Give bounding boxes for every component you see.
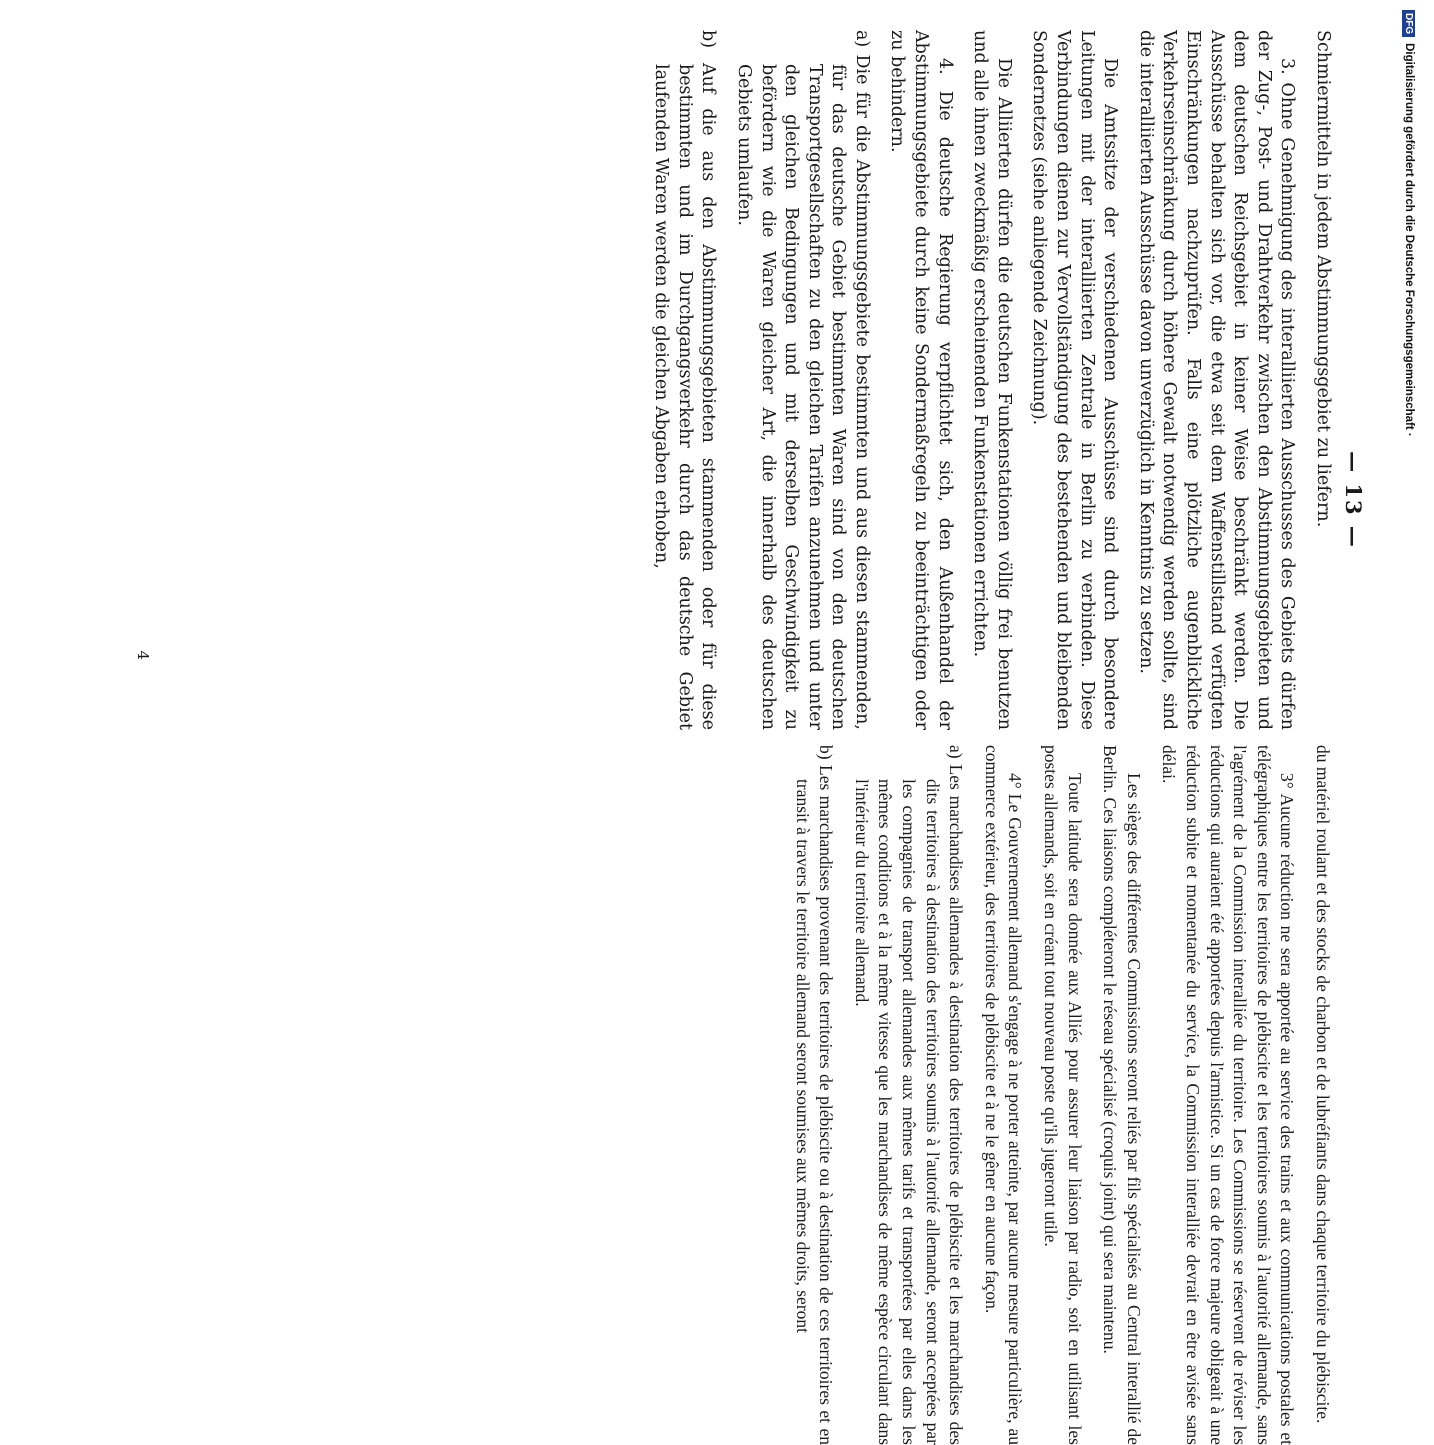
german-paragraph-4: 4. Die deutsche Regierung verpflichtet sich, den Außenhandel der Abstimmungsgebiete durch keine Sondermaßregeln zu beeinträchtigen oder zu behindern. (887, 30, 955, 730)
french-paragraph-3: 3° Aucune réduction ne sera apportée au service des trains et aux communications postales et télégraphiques entre les territoires de plébiscite et les territoires soumis à l'autorité allemande, sans l'agrément de la Commission interalliée du territoire. Les Commissions se réservent de réviser les réductions qui auraient été apportées depuis l'armistice. Si un cas de force majeure obligeait à une réduction subite et momentanée du service, la Commission interalliée devrait en être avisée sans délai. (1159, 745, 1298, 1445)
page-number: — 13 — (1341, 451, 1366, 549)
french-paragraph-3c: Toute latitude sera donnée aux Alliés pour assurer leur liaison par radio, soit en utilisant les postes allemands, soit en créant tout nouveau poste qu'ils jugeront utile. (1041, 745, 1085, 1445)
german-footer-number: 4 (134, 650, 152, 660)
french-paragraph-3b: Les sièges des différentes Commissions seront reliés par fils spécialisés au Central interallié de Berlin. Ces liaisons compléteront le réseau spécialisé (croquis joint) qui sera maintenu. (1100, 745, 1144, 1445)
german-item-a: a) Die für die Abstimmungsgebiete bestimmten und aus diesen stammenden, für das deutsche Gebiet bestimmten Waren sind von den deutschen Transportgesellschaften zu den gleichen Tarifen anzunehmen und unter den gleichen Bedingungen und mit derselben Geschwindigkeit zu befördern wie die Waren gleicher Art, die innerhalb des deutschen Gebiets umlaufen. (733, 30, 872, 730)
german-paragraph-3: 3. Ohne Genehmigung des interalliierten Ausschusses des Gebiets dürfen der Zug-, Post- und Drahtverkehr zwischen den Abstimmungsgebieten und dem deutschen Reichsgebiet in keiner Weise beschränkt werden. Die Ausschüsse behalten sich vor, die etwa seit dem Waffenstillstand verfügten Einschränkungen nachzuprüfen. Falls eine plötzliche augenblickliche Verkehrseinschränkung durch höhere Gewalt notwendig werden sollte, sind die interalliierten Ausschüsse davon unverzüglich in Kenntnis zu setzen. (1135, 30, 1298, 730)
dfg-watermark (1392, 10, 1426, 437)
french-paragraph-4: 4° Le Gouvernement allemand s'engage à ne porter atteinte, par aucune mesure particulière, au commerce extérieur, des territoires de plébiscite et à ne le gêner en aucune façon. (981, 745, 1026, 1445)
german-intro: Schmiermitteln in jedem Abstimmungsgebiet zu liefern. (1313, 30, 1333, 528)
rotated-page-content (66, 30, 1366, 1445)
german-paragraph-3b: Die Amtssitze der verschiedenen Ausschüsse sind durch besondere Leitungen mit der interalliierten Zentrale in Berlin zu verbinden. Diese Verbindungen dienen zur Vervollständigung des bestehenden und bleibenden Sondernetzes (siehe anliegende Zeichnung). (1029, 30, 1121, 730)
german-text-column (134, 30, 1334, 730)
french-item-b: b) Les marchandises provenant des territoires de plébiscite ou à destination de ces territoires et en transit à travers le territoire allemand seront soumises aux mêmes droits, seront (792, 745, 837, 1445)
german-item-b: b) Auf die aus den Abstimmungsgebieten stammenden oder für diese bestimmten und im Durchgangsverkehr durch das deutsche Gebiet laufenden Waren werden die gleichen Abgaben erhoben, (651, 30, 719, 730)
dfg-watermark-text: Digitalisierung gefördert durch die Deutsche Forschungsgemeinschaft · (1403, 43, 1415, 437)
german-paragraph-3c: Die Alliierten dürfen die deutschen Funkenstationen völlig frei benutzen und alle ihnen zweckmäßig erscheinenden Funkenstationen errichten. (970, 30, 1014, 730)
french-text-column (134, 745, 1334, 1445)
dfg-logo-badge: DFG (1403, 10, 1416, 37)
french-item-a: a) Les marchandises allemandes à destination des territoires de plébiscite et les marchandises des dits territoires à destination des territoires soumis à l'autorité allemande, seront acceptées par les compagnies de transport allemandes aux mêmes tarifs et transportées par elles dans les mêmes conditions et à la même vitesse que les marchandises de même espèce circulant dans l'intérieur du territoire allemand. (851, 745, 967, 1445)
french-intro: du matériel roulant et des stocks de charbon et de lubréfiants dans chaque territoire du plébiscite. (1313, 745, 1333, 1424)
